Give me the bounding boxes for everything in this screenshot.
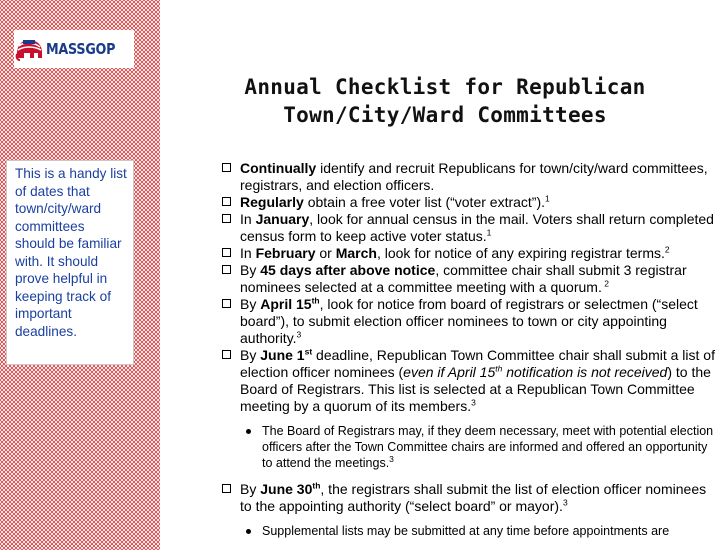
checklist-item-45-days: By 45 days after above notice, committee chair shall submit 3 registrar nominees selected at a committee meeting with a quorum. $^2$ [220, 262, 720, 296]
bullet-registrars-meeting: The Board of Registrars may, if they deem necessary, meet with potential election officers after the Town Committee chairs are informed and offered an opportunity to attend the meetings.$^3$ [220, 423, 720, 471]
elephant-icon [14, 36, 44, 62]
checklist-item-january: In January, look for annual census in the mail. Voters shall return completed census form to keep active voter status.$^1$ [220, 211, 720, 245]
checkbox[interactable] [222, 265, 231, 274]
massgop-logo[interactable] [14, 30, 134, 68]
checkbox[interactable] [222, 197, 231, 206]
sidebar-note: This is a handy list of dates that town/city/ward committees should be familiar with. It should prove helpful in keeping track of important deadlines. [6, 160, 134, 365]
checkbox[interactable] [222, 299, 231, 308]
bullet-dot [246, 429, 251, 434]
checkbox[interactable] [222, 350, 231, 359]
checkbox[interactable] [222, 214, 231, 223]
page-title [210, 73, 680, 129]
checklist-item-continually: Continually identify and recruit Republicans for town/city/ward committees, registrars, and election officers. [220, 160, 720, 194]
checklist-item-june-30: By June 30th, the registrars shall submit the list of election officer nominees to the appointing authority (“select board” or mayor).$^3$ [220, 481, 720, 515]
checkbox[interactable] [222, 163, 231, 172]
title-line-2: Town/City/Ward Committees [283, 103, 607, 127]
bullet-dot [246, 529, 251, 534]
sidebar [0, 0, 160, 550]
checklist-item-regularly: Regularly obtain a free voter list (“voter extract”).$^1$ [220, 194, 720, 211]
checklist [220, 160, 720, 549]
logo-text: MASSGOP [46, 40, 116, 58]
checklist-item-february-march: In February or March, look for notice of any expiring registrar terms.$^2$ [220, 245, 720, 262]
checkbox[interactable] [222, 484, 231, 493]
checkbox[interactable] [222, 248, 231, 257]
checklist-item-april-15: By April 15th, look for notice from board of registrars or selectmen (“select board”), to submit election officer nominees to town or city appointing authority.$^3$ [220, 296, 720, 347]
checklist-item-june-1: By June 1st deadline, Republican Town Committee chair shall submit a list of election officer nominees (even if April 15th notification is not received) to the Board of Registrars. This list is selected at a Republican Town Committee meeting by a quorum of its members.$^3$ [220, 347, 720, 415]
bullet-supplemental-lists: Supplemental lists may be submitted at any time before appointments are [220, 523, 720, 539]
title-line-1: Annual Checklist for Republican [244, 75, 646, 99]
